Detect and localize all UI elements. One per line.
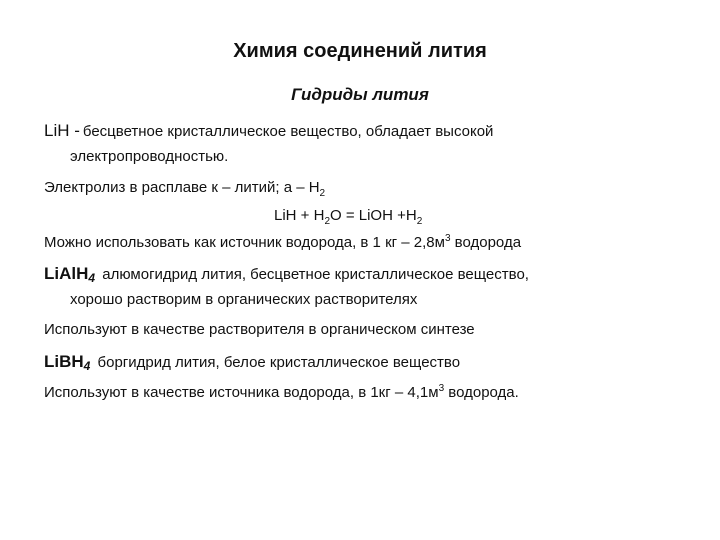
reaction-sub-1: 2: [324, 216, 330, 227]
lialh4-description-cont: хорошо растворим в органических растворителях: [70, 291, 418, 308]
libh4-use-tail: водорода.: [444, 384, 519, 401]
hydrogen-source-tail: водорода: [450, 234, 522, 251]
libh4-formula-main: LiBH: [44, 352, 84, 371]
libh4-use-text: Используют в качестве источника водорода, в 1кг – 4,1м: [44, 384, 439, 401]
electrolysis-line: [44, 178, 325, 198]
libh4-line: [44, 352, 460, 373]
lih-formula: LiH -: [44, 121, 80, 140]
lih-line: [44, 121, 493, 142]
lialh4-formula-main: LiAlH: [44, 264, 89, 283]
lialh4-description: алюмогидрид лития, бесцветное кристаллическое вещество,: [102, 266, 529, 283]
reaction-sub-2: 2: [416, 216, 423, 227]
reaction-part-2: O = LiOH +H: [330, 207, 417, 224]
electrolysis-subscript: 2: [319, 188, 326, 199]
libh4-use-sup: 3: [438, 383, 445, 394]
lialh4-line: [44, 264, 529, 285]
solvent-use-line: Используют в качестве растворителя в органическом синтезе: [44, 321, 475, 338]
hydrogen-source-line: [44, 233, 521, 253]
reaction-part-1: LiH + H: [274, 207, 325, 224]
lih-description: бесцветное кристаллическое вещество, обладает высокой: [82, 123, 494, 140]
lialh4-formula: [44, 264, 95, 283]
reaction-equation: [274, 206, 422, 226]
hydrogen-source-sup: 3: [444, 233, 451, 244]
libh4-formula-sub: 4: [83, 359, 91, 373]
libh4-use-line: [44, 383, 519, 403]
lih-description-cont: электропроводностью.: [70, 148, 229, 165]
electrolysis-text: Электролиз в расплаве к – литий; а – H: [44, 179, 320, 196]
section-subtitle: Гидриды лития: [291, 85, 429, 104]
page-title: Химия соединений лития: [233, 40, 487, 62]
lialh4-formula-sub: 4: [88, 271, 96, 285]
hydrogen-source-text: Можно использовать как источник водорода, в 1 кг – 2,8м: [44, 234, 445, 251]
libh4-formula: [44, 352, 90, 371]
libh4-description: боргидрид лития, белое кристаллическое вещество: [97, 354, 461, 371]
